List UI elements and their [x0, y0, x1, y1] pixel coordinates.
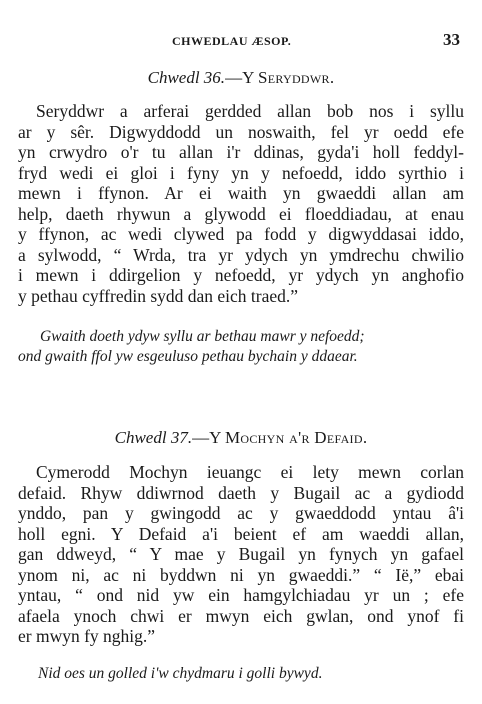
fable-36-heading — [0, 68, 482, 88]
fable-36-line: yn crwydro o'r tu allan i'r ddinas, gyda'i holl feddyl- — [18, 142, 464, 162]
fable-37-dash: —Y — [192, 428, 225, 447]
fable-37-title: Mochyn a'r Defaid. — [224, 428, 368, 447]
fable-36-line: y pethau cyffredin sydd dan eich traed.” — [18, 285, 299, 306]
fable-36-body — [18, 101, 464, 306]
fable-37-line: Cymerodd Mochyn ieuangc ei lety mewn corlan — [36, 462, 464, 482]
fable-37-line: yntau, “ ond nid yw ein hamgylchiadau yr un ; efe — [18, 585, 464, 605]
fable-37-heading — [0, 428, 482, 448]
fable-36-number: Chwedl 36. — [147, 68, 226, 87]
fable-36-title: Seryddwr. — [257, 68, 335, 87]
fable-37-body — [18, 462, 464, 647]
fable-37-line: holl egni. Y Defaid a'i beient ef am waeddi allan, — [18, 523, 464, 544]
fable-36-dash: —Y — [225, 68, 258, 87]
fable-36-line: a sylwodd, “ Wrda, tra yr ydych yn ymdrechu chwilio — [18, 244, 464, 265]
fable-37-line: er mwyn fy nghig.” — [18, 626, 156, 646]
fable-36-line: fryd wedi ei gloi i fyny yn y nefoedd, iddo syrthio i — [18, 162, 464, 183]
fable-37-moral — [18, 664, 464, 684]
running-title: CHWEDLAU ÆSOP. — [172, 34, 292, 48]
fable-37-moral-line: Nid oes un golled i'w chydmaru i golli bywyd. — [38, 665, 323, 682]
fable-36-line: Seryddwr a arferai gerdded allan bob nos i syllu — [36, 101, 464, 121]
fable-37-line: gan ddweyd, “ Y mae y Bugail yn fynych yn gafael — [18, 544, 464, 564]
running-head — [0, 30, 482, 54]
fable-37-line: defaid. Rhyw ddiwrnod daeth y Bugail ac a gydiodd — [18, 482, 464, 503]
page-number: 33 — [443, 30, 460, 49]
fable-36-moral — [18, 327, 464, 367]
fable-36-line: mewn i ffynon. Ar ei waith yn gwaeddi allan am — [18, 183, 464, 203]
fable-37-line: ynddo, pan y gwingodd ac y gwaeddodd yntau â'i — [18, 503, 464, 523]
fable-36-line: y ffynon, ac wedi clywed pa fodd y digwyddasai iddo, — [18, 224, 464, 244]
fable-36-line: i mewn i ddirgelion y nefoedd, yr ydych yn anghofio — [18, 265, 464, 285]
fable-36-line: ar y sêr. Digwyddodd un noswaith, fel yr oedd efe — [18, 121, 464, 142]
fable-36-moral-line: Gwaith doeth ydyw syllu ar bethau mawr y nefoedd; — [40, 328, 365, 345]
fable-37-line: ynom ni, ac ni byddwn ni yn gwaeddi.” “ Ië,” ebai — [18, 564, 464, 585]
fable-36-line: help, daeth rhywun a glywodd ei floeddiadau, at enau — [18, 203, 464, 224]
fable-37-line: afaela ynoch chwi er mwyn eich gwlan, ond ynof fi — [18, 605, 464, 626]
fable-37-number: Chwedl 37. — [114, 428, 193, 447]
fable-36-moral-line: ond gwaith ffol yw esgeuluso pethau bychain y ddaear. — [18, 348, 358, 365]
